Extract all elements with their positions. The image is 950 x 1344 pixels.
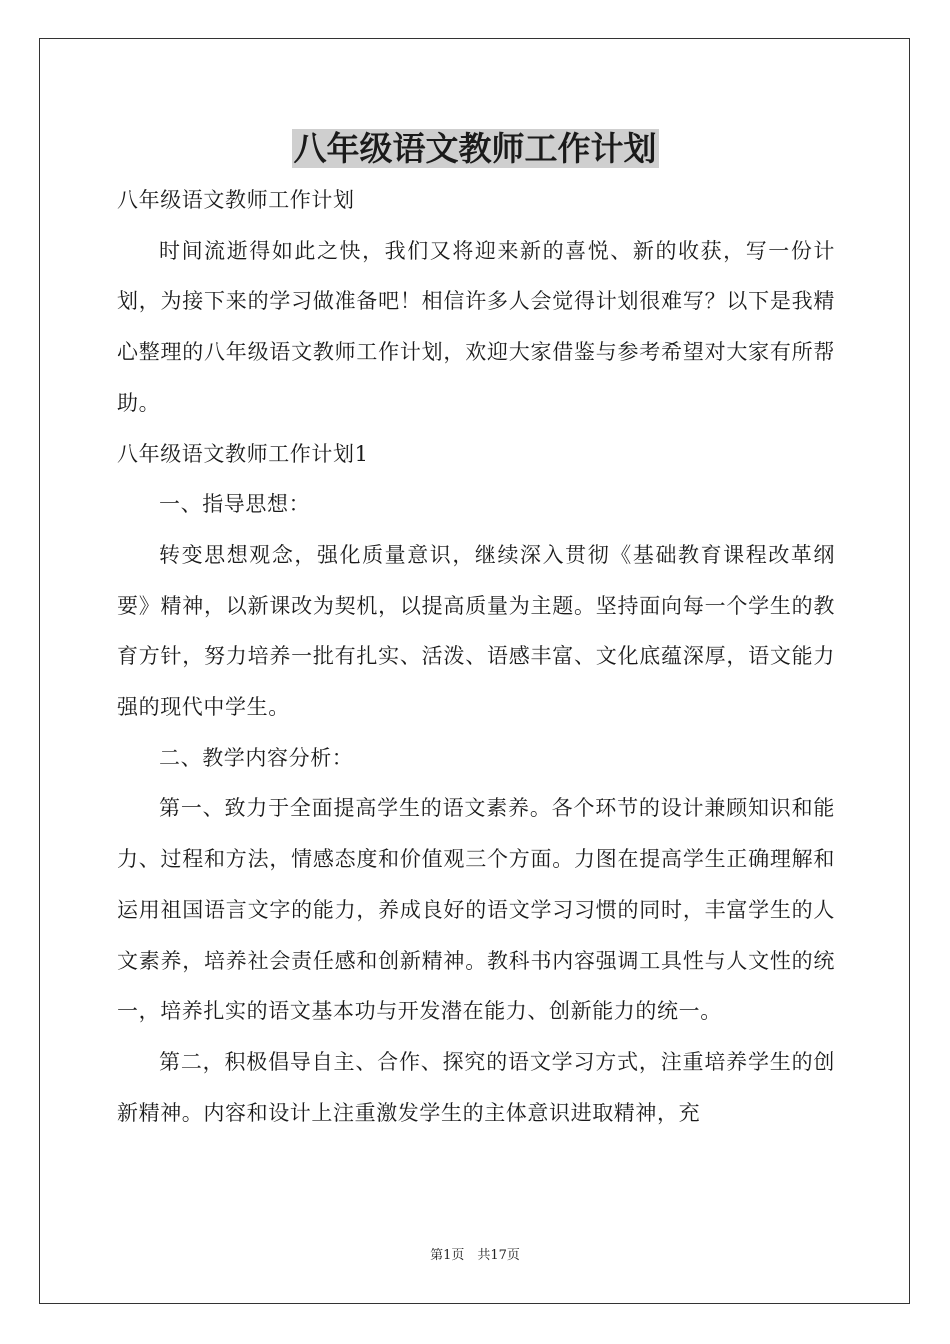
body-paragraph: 第二，积极倡导自主、合作、探究的语文学习方式，注重培养学生的创新精神。内容和设计上注重激发学生的主体意识进取精神，充 — [117, 1049, 835, 1125]
page-number-footer: 第1页 共17页 — [430, 1248, 520, 1263]
body-paragraph: 八年级语文教师工作计划1 — [117, 441, 369, 466]
body-paragraph: 二、教学内容分析： — [159, 745, 354, 770]
body-paragraph: 一、指导思想： — [159, 492, 311, 517]
body-paragraph: 第一、致力于全面提高学生的语文素养。各个环节的设计兼顾知识和能力、过程和方法，情感态度和价值观三个方面。力图在提高学生正确理解和运用祖国语言文字的能力，养成良好的语文学习习惯的同时，丰富学生的人文素养，培养社会责任感和创新精神。教科书内容强调工具性与人文性的统一，培养扎实的语文基本功与开发潜在能力、创新能力的统一。 — [117, 796, 835, 1024]
document-body — [117, 175, 835, 1138]
document-title — [0, 126, 950, 172]
body-paragraph: 八年级语文教师工作计划 — [117, 188, 355, 212]
body-paragraph: 时间流逝得如此之快，我们又将迎来新的喜悦、新的收获，写一份计划，为接下来的学习做准备吧！相信许多人会觉得计划很难写？以下是我精心整理的八年级语文教师工作计划，欢迎大家借鉴与参考希望对大家有所帮助。 — [117, 238, 835, 415]
document-title-text: 八年级语文教师工作计划 — [293, 129, 657, 168]
body-paragraph: 转变思想观念，强化质量意识，继续深入贯彻《基础教育课程改革纲要》精神，以新课改为契机，以提高质量为主题。坚持面向每一个学生的教育方针，努力培养一批有扎实、活泼、语感丰富、文化底蕴深厚，语文能力强的现代中学生。 — [117, 542, 835, 720]
